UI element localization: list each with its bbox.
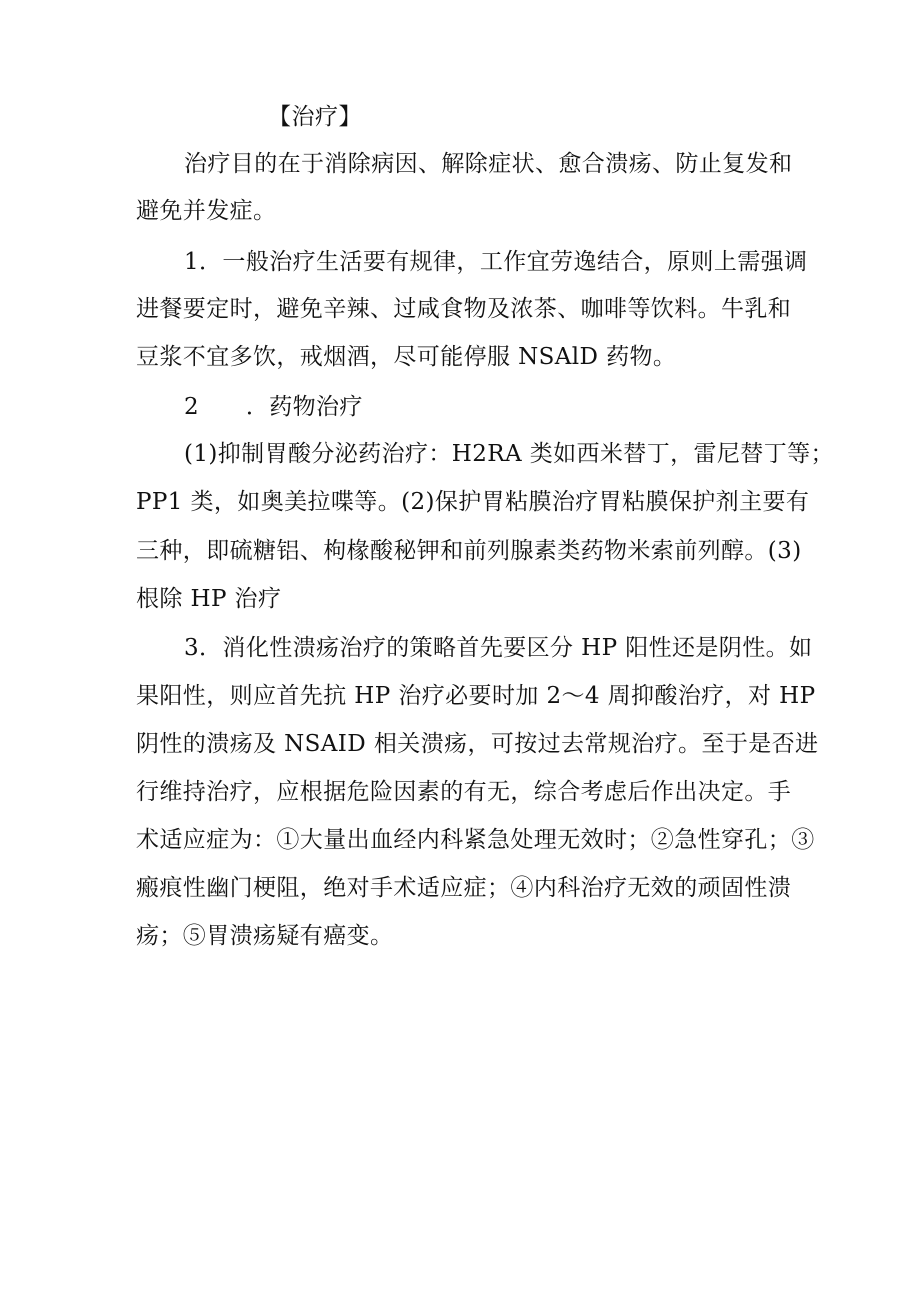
- paragraph-line: 术适应症为：①大量出血经内科紧急处理无效时；②急性穿孔；③: [136, 827, 815, 853]
- paragraph-line: 2 ．药物治疗: [184, 394, 363, 420]
- paragraph-line: 三种，即硫糖铝、枸椽酸秘钾和前列腺素类药物米索前列醇。(3): [136, 538, 802, 564]
- paragraph-line: 果阳性，则应首先抗 HP 治疗必要时加 2～4 周抑酸治疗，对 HP: [136, 683, 816, 709]
- paragraph-line: PP1 类，如奥美拉喋等。(2)保护胃粘膜治疗胃粘膜保护剂主要有: [136, 489, 810, 515]
- paragraph-line: 瘢痕性幽门梗阻，绝对手术适应症；④内科治疗无效的顽固性溃: [136, 875, 792, 901]
- paragraph-line: 疡；⑤胃溃疡疑有癌变。: [136, 923, 394, 949]
- paragraph-line: 3．消化性溃疡治疗的策略首先要区分 HP 阳性还是阴性。如: [184, 635, 813, 661]
- section-heading: 【治疗】: [268, 104, 362, 130]
- paragraph-line: 进餐要定时，避免辛辣、过咸食物及浓茶、咖啡等饮料。牛乳和: [136, 296, 792, 322]
- paragraph-line: 1．一般治疗生活要有规律，工作宜劳逸结合，原则上需强调: [184, 249, 808, 275]
- paragraph-line: 阴性的溃疡及 NSAID 相关溃疡，可按过去常规治疗。至于是否进: [136, 731, 819, 757]
- paragraph-line: 治疗目的在于消除病因、解除症状、愈合溃疡、防止复发和: [184, 151, 793, 177]
- paragraph-line: 豆浆不宜多饮，戒烟酒，尽可能停服 NSAlD 药物。: [136, 344, 677, 370]
- paragraph-line: 避免并发症。: [136, 198, 277, 224]
- paragraph-line: 行维持治疗，应根据危险因素的有无，综合考虑后作出决定。手: [136, 779, 792, 805]
- paragraph-line: (1)抑制胃酸分泌药治疗：H2RA 类如西米替丁，雷尼替丁等；: [184, 441, 834, 467]
- paragraph-line: 根除 HP 治疗: [136, 586, 282, 612]
